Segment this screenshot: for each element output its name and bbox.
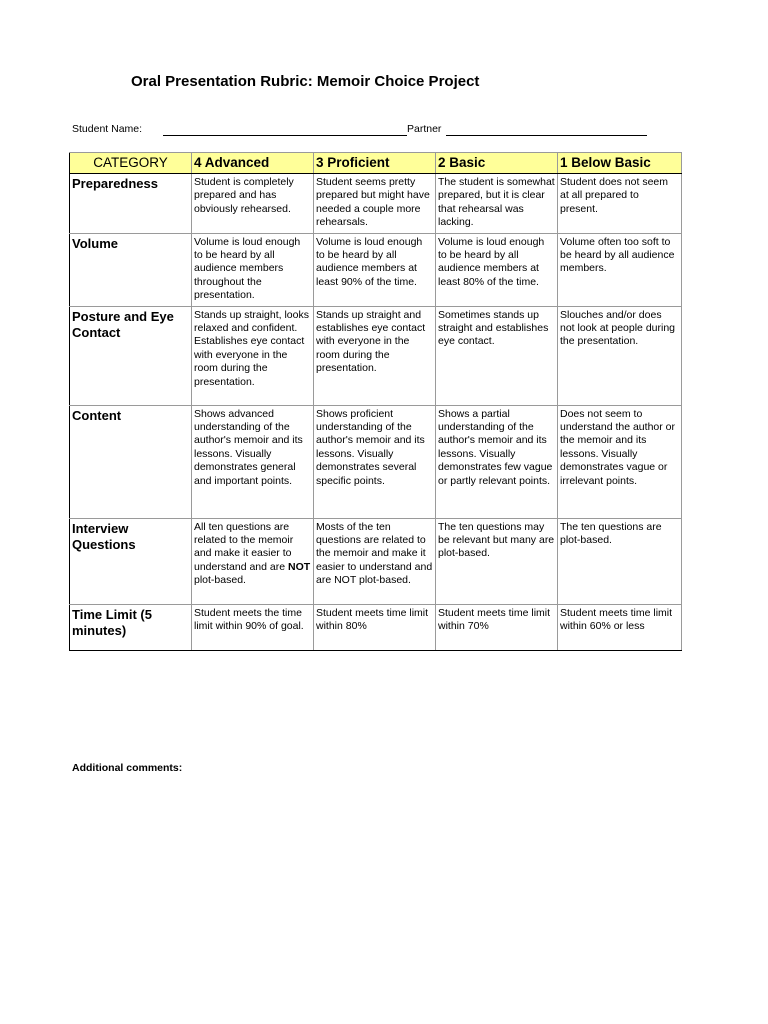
student-name-label: Student Name: (72, 123, 143, 135)
header-advanced: 4 Advanced (192, 153, 314, 174)
rubric-cell-emphasis: NOT (288, 560, 311, 573)
rubric-row-preparedness (70, 174, 682, 234)
rubric-cell: The ten questions may be relevant but many are plot-based. (436, 518, 558, 604)
category-name: Interview Questions (70, 518, 192, 604)
rubric-cell: Slouches and/or does not look at people during the presentation. (558, 306, 682, 405)
rubric-cell: Stands up straight, looks relaxed and confident. Establishes eye contact with everyone in the room during the presentation. (192, 306, 314, 405)
rubric-cell: Student seems pretty prepared but might have needed a couple more rehearsals. (314, 174, 436, 234)
rubric-cell: Does not seem to understand the author or the memoir and its lessons. Visually demonstrates vague or irrelevant points. (558, 405, 682, 518)
rubric-table (69, 152, 682, 651)
rubric-cell: Sometimes stands up straight and establishes eye contact. (436, 306, 558, 405)
category-name: Posture and Eye Contact (70, 306, 192, 405)
category-name: Content (70, 405, 192, 518)
rubric-cell: Volume is loud enough to be heard by all audience members at least 80% of the time. (436, 233, 558, 306)
rubric-cell: Mosts of the ten questions are related to the memoir and make it easier to understand and are NOT plot-based. (314, 518, 436, 604)
header-basic: 2 Basic (436, 153, 558, 174)
rubric-cell-text: All ten questions are related to the memoir and make it easier to understand and are (194, 520, 294, 573)
rubric-cell: Stands up straight and establishes eye contact with everyone in the room during the presentation. (314, 306, 436, 405)
rubric-row-posture (70, 306, 682, 405)
student-name-blank[interactable] (163, 135, 407, 136)
category-name: Time Limit (5 minutes) (70, 604, 192, 650)
rubric-cell: Shows a partial understanding of the author's memoir and its lessons. Visually demonstrates few vague or partly relevant points. (436, 405, 558, 518)
rubric-cell: The ten questions are plot-based. (558, 518, 682, 604)
rubric-cell: The student is somewhat prepared, but it is clear that rehearsal was lacking. (436, 174, 558, 234)
rubric-cell: Student meets time limit within 80% (314, 604, 436, 650)
category-name: Preparedness (70, 174, 192, 234)
rubric-cell-text: plot-based. (194, 574, 246, 587)
rubric-row-volume (70, 233, 682, 306)
header-category: CATEGORY (70, 153, 192, 174)
rubric-cell: Student does not seem at all prepared to present. (558, 174, 682, 234)
rubric-cell (192, 518, 314, 604)
partner-blank[interactable] (446, 135, 647, 136)
rubric-cell: Volume is loud enough to be heard by all audience members throughout the presentation. (192, 233, 314, 306)
partner-label: Partner (407, 123, 442, 135)
header-below-basic: 1 Below Basic (558, 153, 682, 174)
rubric-row-content (70, 405, 682, 518)
header-proficient: 3 Proficient (314, 153, 436, 174)
category-name: Volume (70, 233, 192, 306)
rubric-cell: Student is completely prepared and has obviously rehearsed. (192, 174, 314, 234)
rubric-cell: Volume often too soft to be heard by all audience members. (558, 233, 682, 306)
rubric-row-time-limit (70, 604, 682, 650)
rubric-row-interview (70, 518, 682, 604)
document-title: Oral Presentation Rubric: Memoir Choice Project (131, 73, 480, 90)
rubric-cell: Student meets time limit within 60% or less (558, 604, 682, 650)
rubric-header-row (70, 153, 682, 174)
rubric-cell: Student meets the time limit within 90% of goal. (192, 604, 314, 650)
rubric-cell: Volume is loud enough to be heard by all audience members at least 90% of the time. (314, 233, 436, 306)
rubric-cell: Student meets time limit within 70% (436, 604, 558, 650)
rubric-cell: Shows advanced understanding of the author's memoir and its lessons. Visually demonstrates general and important points. (192, 405, 314, 518)
additional-comments-label: Additional comments: (72, 762, 183, 774)
rubric-cell: Shows proficient understanding of the author's memoir and its lessons. Visually demonstrates several specific points. (314, 405, 436, 518)
